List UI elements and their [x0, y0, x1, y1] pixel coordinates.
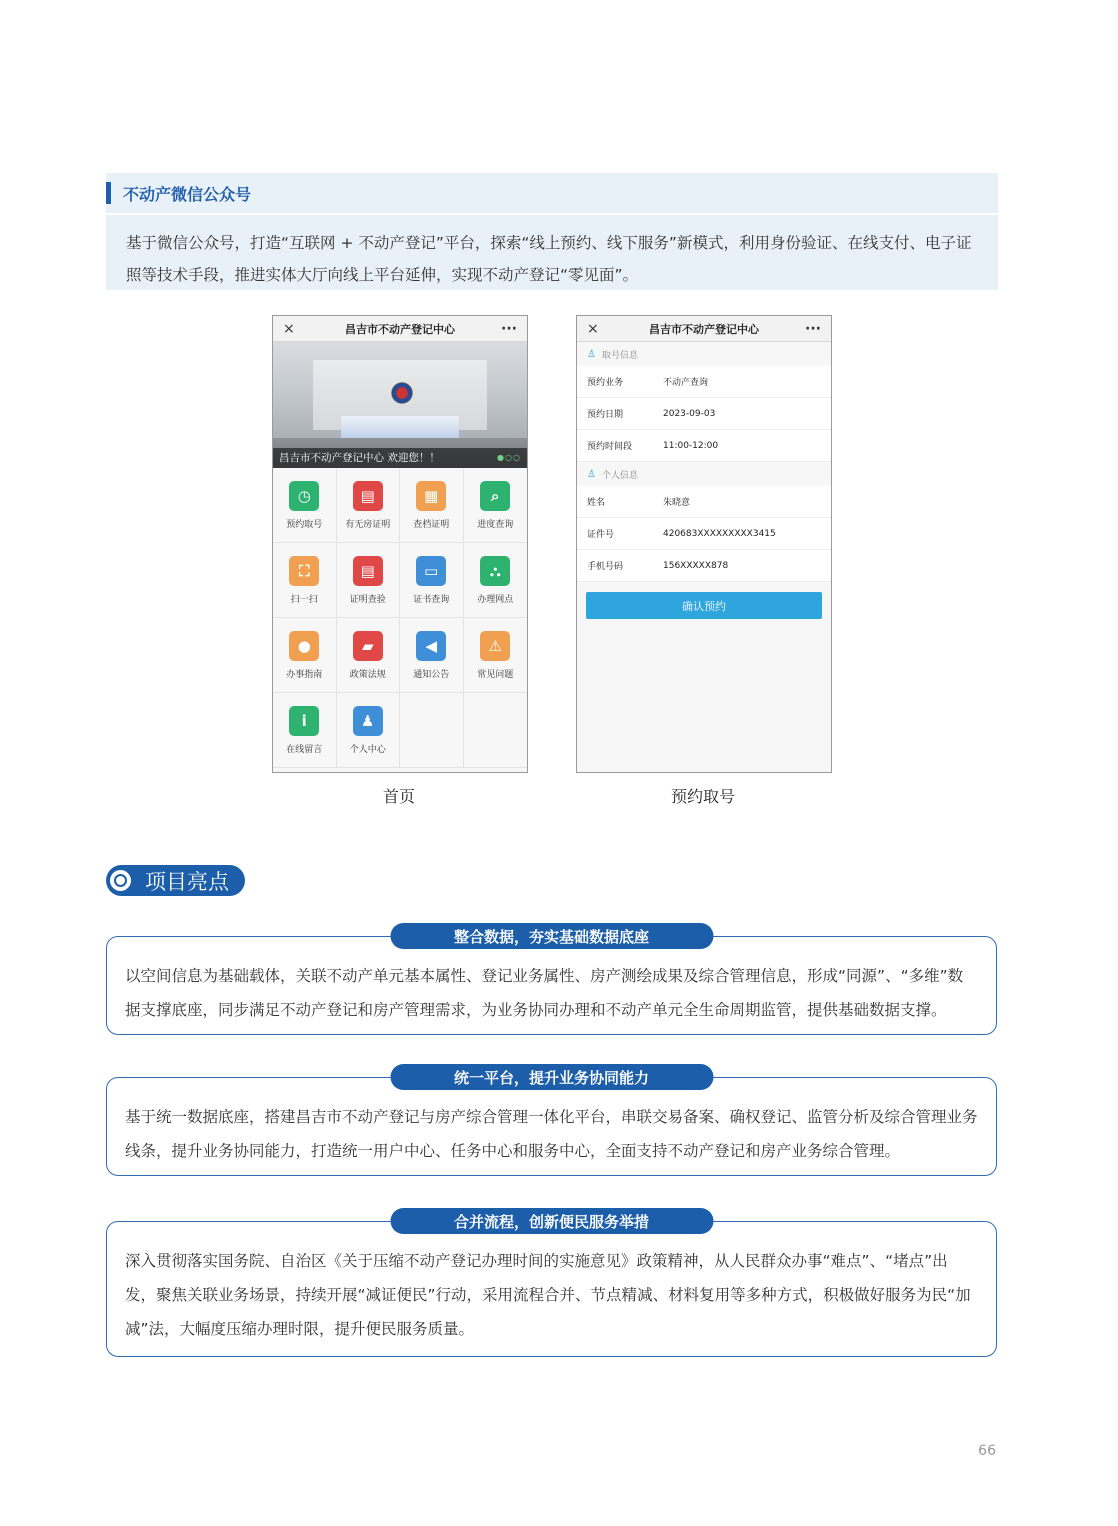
tile-label: 扫一扫: [290, 594, 318, 605]
tile-label: 办理网点: [477, 594, 514, 605]
tile-label: 政策法规: [349, 669, 386, 680]
tile-label: 查档证明: [413, 519, 450, 530]
form-row: [577, 430, 831, 462]
tile-label: 个人中心: [349, 744, 386, 755]
caption-home: 首页: [382, 787, 415, 806]
page-number: 66: [978, 1443, 996, 1459]
highlights-title-pill: [106, 865, 245, 896]
carousel-dots[interactable]: ●○○: [497, 453, 521, 462]
warning-icon: ⚠: [480, 631, 510, 661]
phone-booking-screenshot: [576, 315, 832, 773]
ticket-info-rows: [577, 366, 831, 462]
section-personal-info: [577, 462, 831, 486]
highlights-title: 项目亮点: [145, 869, 229, 894]
field-value[interactable]: 420683XXXXXXXXX3415: [663, 528, 776, 539]
tile-label: 有无房证明: [345, 519, 391, 530]
field-value[interactable]: 朱晓意: [663, 498, 691, 508]
personal-info-rows: [577, 486, 831, 582]
tile-label: 常见问题: [477, 669, 514, 680]
phone-title-bar: [273, 316, 527, 342]
card-tag: 合并流程，创新便民服务举措: [390, 1208, 713, 1234]
form-row: [577, 518, 831, 550]
close-icon[interactable]: ×: [283, 320, 295, 337]
tile-label: 预约取号: [286, 519, 323, 530]
highlight-card: [106, 927, 997, 1035]
intro-section: [106, 173, 998, 290]
form-row: [577, 486, 831, 518]
confirm-booking-button[interactable]: 确认预约: [586, 592, 822, 619]
empty-tile: [400, 693, 464, 768]
id-card-icon: ▭: [416, 556, 446, 586]
field-value[interactable]: 2023-09-03: [663, 408, 716, 419]
function-tile[interactable]: [273, 693, 337, 768]
tile-label: 证明查验: [349, 594, 386, 605]
tile-label: 办事指南: [286, 669, 323, 680]
field-label: 预约业务: [587, 378, 624, 388]
function-tile[interactable]: [464, 543, 528, 618]
function-tile[interactable]: [464, 468, 528, 543]
section-label: 个人信息: [601, 470, 638, 481]
field-value[interactable]: 156XXXXX878: [663, 560, 729, 571]
function-tile[interactable]: [337, 693, 401, 768]
banner-image[interactable]: [273, 342, 527, 468]
location-pin-icon: ●: [289, 631, 319, 661]
field-value[interactable]: 11:00-12:00: [663, 440, 719, 451]
tile-label: 在线留言: [286, 744, 323, 755]
card-tag: 统一平台，提升业务协同能力: [390, 1064, 713, 1090]
phone-title: 昌吉市不动产登记中心: [345, 322, 455, 336]
user-icon: ♙: [587, 348, 596, 360]
phone-title: 昌吉市不动产登记中心: [649, 322, 759, 336]
tile-label: 证书查询: [413, 594, 450, 605]
field-label: 预约时间段: [587, 442, 633, 452]
close-icon[interactable]: ×: [587, 320, 599, 337]
function-tile[interactable]: [400, 468, 464, 543]
function-tile[interactable]: [273, 618, 337, 693]
network-icon: ⛬: [480, 556, 510, 586]
certificate-icon: ▤: [353, 556, 383, 586]
field-label: 手机号码: [587, 562, 624, 572]
speaker-icon: ◀: [416, 631, 446, 661]
function-tile[interactable]: [400, 618, 464, 693]
more-icon[interactable]: ···: [805, 320, 821, 337]
section-label: 取号信息: [601, 350, 638, 361]
field-label: 证件号: [587, 530, 615, 540]
phone-title-bar: [577, 316, 831, 342]
function-tile[interactable]: [400, 543, 464, 618]
card-body: 以空间信息为基础载体，关联不动产单元基本属性、登记业务属性、房产测绘成果及综合管理信息，形成“同源”、“多维”数据支撑底座，同步满足不动产登记和房产管理需求，为业务协同办理和不动产单元全生命周期监管，提供基础数据支撑。: [125, 967, 964, 1019]
book-icon: ▰: [353, 631, 383, 661]
emblem-icon: [108, 868, 133, 893]
function-tile[interactable]: [273, 543, 337, 618]
form-row: [577, 398, 831, 430]
card-body: 深入贯彻落实国务院、自治区《关于压缩不动产登记办理时间的实施意见》政策精神，从人民群众办事“难点”、“堵点”出发，聚焦关联业务场景，持续开展“减证便民”行动，采用流程合并、节点精减、材料复用等多种方式，积极做好服务为民“加减”法，大幅度压缩办理时限，提升便民服务质量。: [125, 1252, 971, 1338]
tile-label: 进度查询: [477, 519, 514, 530]
section-ticket-info: [577, 342, 831, 366]
function-tile[interactable]: [337, 618, 401, 693]
card-tag: 整合数据，夯实基础数据底座: [390, 923, 713, 949]
empty-tile: [464, 693, 528, 768]
intro-title: 不动产微信公众号: [123, 184, 252, 204]
function-tile[interactable]: [337, 543, 401, 618]
form-row: [577, 366, 831, 398]
phone-home-screenshot: [272, 315, 528, 773]
clock-icon: ◷: [289, 481, 319, 511]
function-tile[interactable]: [464, 618, 528, 693]
function-tile[interactable]: [273, 468, 337, 543]
banner-caption: 昌吉市不动产登记中心 欢迎您！！: [273, 448, 527, 468]
card-body: 基于统一数据底座，搭建昌吉市不动产登记与房产综合管理一体化平台，串联交易备案、确权登记、监管分析及综合管理业务线条，提升业务协同能力，打造统一用户中心、任务中心和服务中心，全面支持不动产登记和房产业务综合管理。: [125, 1108, 978, 1160]
scan-icon: ⛶: [289, 556, 319, 586]
intro-header: [106, 173, 998, 215]
archive-icon: ▦: [416, 481, 446, 511]
user-icon: ♙: [587, 468, 596, 480]
field-label: 姓名: [587, 498, 606, 508]
function-tile[interactable]: [337, 468, 401, 543]
tile-label: 通知公告: [413, 669, 450, 680]
document-icon: ▤: [353, 481, 383, 511]
search-icon: ⌕: [480, 481, 510, 511]
user-icon: ♟: [353, 706, 383, 736]
form-row: [577, 550, 831, 582]
highlight-card: [106, 1212, 997, 1357]
more-icon[interactable]: ···: [501, 320, 517, 337]
accent-bar: [106, 182, 111, 204]
intro-body: 基于微信公众号，打造“互联网 + 不动产登记”平台，探索“线上预约、线下服务”新模式，利用身份验证、在线支付、电子证照等技术手段，推进实体大厅向线上平台延伸，实现不动产登记“零见面”。: [126, 234, 972, 284]
highlight-card: [106, 1068, 997, 1176]
info-icon: i: [289, 706, 319, 736]
field-label: 预约日期: [587, 410, 624, 420]
function-grid: [273, 468, 527, 768]
field-value[interactable]: 不动产查询: [663, 378, 709, 388]
emblem-icon: [391, 382, 413, 404]
caption-booking: 预约取号: [670, 787, 735, 806]
